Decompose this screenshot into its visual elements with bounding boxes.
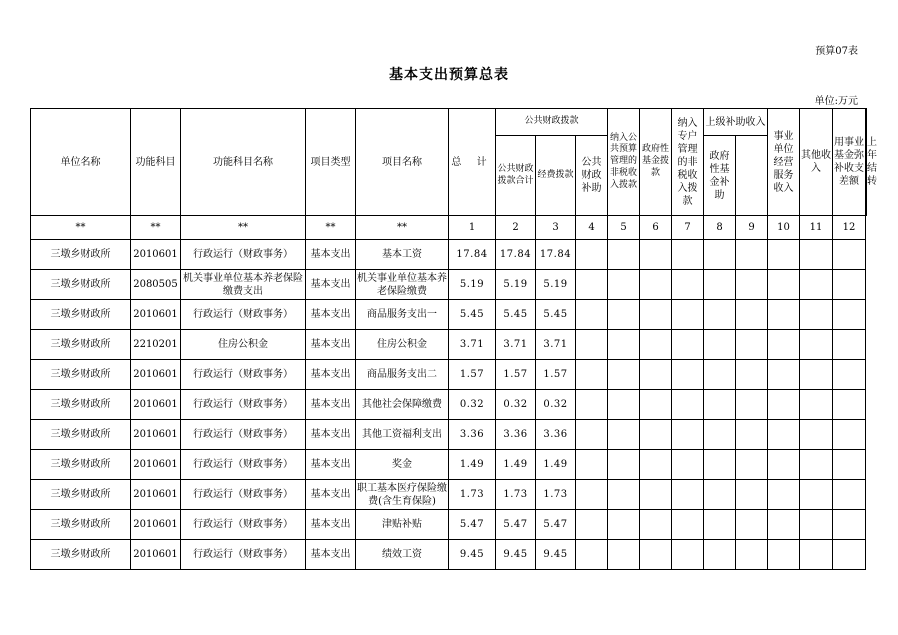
cell-func-code: 2080505 [131, 270, 181, 300]
empty-cell [704, 420, 736, 450]
empty-cell [736, 480, 768, 510]
empty-cell [640, 240, 672, 270]
empty-cell [800, 480, 833, 510]
empty-cell [576, 270, 608, 300]
cell-func-name: 行政运行（财政事务） [181, 420, 306, 450]
cell-func-code: 2010601 [131, 390, 181, 420]
table-row [31, 450, 867, 480]
table-row [31, 240, 867, 270]
column-index-cell: 5 [608, 216, 640, 240]
empty-cell [672, 420, 704, 450]
header-gov-fund: 政府性基金拨款 [640, 109, 672, 216]
cell-total: 1.49 [449, 450, 496, 480]
cell-func-name: 行政运行（财政事务） [181, 240, 306, 270]
cell-funding: 3.36 [536, 420, 576, 450]
cell-func-code: 2010601 [131, 240, 181, 270]
table-row [31, 270, 867, 300]
empty-cell [768, 450, 800, 480]
empty-cell [704, 540, 736, 570]
cell-funding: 1.49 [536, 450, 576, 480]
column-index-cell: 11 [800, 216, 833, 240]
cell-public-fiscal-total: 3.36 [496, 420, 536, 450]
empty-cell [833, 300, 866, 330]
empty-cell [800, 270, 833, 300]
empty-cell [576, 300, 608, 330]
empty-cell [800, 240, 833, 270]
cell-funding: 5.47 [536, 510, 576, 540]
cell-funding: 3.71 [536, 330, 576, 360]
cell-proj-type: 基本支出 [306, 390, 356, 420]
empty-cell [833, 240, 866, 270]
cell-public-fiscal-total: 5.45 [496, 300, 536, 330]
cell-funding: 17.84 [536, 240, 576, 270]
cell-func-name: 住房公积金 [181, 330, 306, 360]
empty-cell [640, 330, 672, 360]
table-row [31, 540, 867, 570]
cell-proj-name: 其他工资福利支出 [356, 420, 449, 450]
empty-cell [608, 300, 640, 330]
empty-cell [576, 240, 608, 270]
empty-cell [704, 450, 736, 480]
cell-func-name: 行政运行（财政事务） [181, 390, 306, 420]
empty-cell [833, 540, 866, 570]
empty-cell [640, 510, 672, 540]
header-func-code: 功能科目 [131, 109, 181, 216]
cell-total: 17.84 [449, 240, 496, 270]
cell-public-fiscal-total: 17.84 [496, 240, 536, 270]
empty-cell [704, 360, 736, 390]
cell-proj-type: 基本支出 [306, 300, 356, 330]
empty-cell [768, 240, 800, 270]
cell-proj-type: 基本支出 [306, 540, 356, 570]
cell-public-fiscal-total: 1.49 [496, 450, 536, 480]
empty-cell [672, 480, 704, 510]
column-index-cell: 8 [704, 216, 736, 240]
table-row [31, 390, 867, 420]
cell-func-name: 行政运行（财政事务） [181, 480, 306, 510]
column-index-cell: 6 [640, 216, 672, 240]
cell-total: 5.45 [449, 300, 496, 330]
empty-cell [608, 450, 640, 480]
cell-unit-name: 三墩乡财政所 [31, 270, 131, 300]
empty-cell [833, 330, 866, 360]
table-row [31, 330, 867, 360]
empty-cell [640, 270, 672, 300]
header-superior-subsidy: 上级补助收入 [704, 109, 768, 136]
cell-func-code: 2010601 [131, 540, 181, 570]
cell-func-name: 行政运行（财政事务） [181, 450, 306, 480]
cell-func-name: 机关事业单位基本养老保险缴费支出 [181, 270, 306, 300]
cell-func-code: 2010601 [131, 360, 181, 390]
cell-total: 3.71 [449, 330, 496, 360]
cell-func-code: 2210201 [131, 330, 181, 360]
cell-func-name: 行政运行（财政事务） [181, 540, 306, 570]
empty-cell [736, 300, 768, 330]
cell-proj-name: 机关事业单位基本养老保险缴费 [356, 270, 449, 300]
empty-cell [736, 240, 768, 270]
empty-cell [672, 390, 704, 420]
empty-cell [704, 240, 736, 270]
cell-public-fiscal-total: 0.32 [496, 390, 536, 420]
cell-unit-name: 三墩乡财政所 [31, 480, 131, 510]
cell-unit-name: 三墩乡财政所 [31, 450, 131, 480]
column-index-cell: 7 [672, 216, 704, 240]
header-non-tax: 纳入公共预算管理的非税收入拨款 [608, 109, 640, 216]
cell-unit-name: 三墩乡财政所 [31, 360, 131, 390]
header-reserve-fund: 用事业基金弥补收支差额 [833, 109, 866, 216]
cell-unit-name: 三墩乡财政所 [31, 240, 131, 270]
table-row [31, 360, 867, 390]
cell-public-fiscal-total: 1.73 [496, 480, 536, 510]
header-gov-fund-subsidy: 政府性基金补助 [704, 136, 736, 216]
empty-cell [833, 390, 866, 420]
column-index-row [31, 216, 867, 240]
header-other-income: 其他收入 [800, 109, 833, 216]
empty-cell [672, 510, 704, 540]
empty-cell [576, 420, 608, 450]
empty-cell [768, 330, 800, 360]
cell-proj-name: 商品服务支出一 [356, 300, 449, 330]
header-business-income: 事业单位经营服务收入 [768, 109, 800, 216]
empty-cell [672, 450, 704, 480]
empty-cell [800, 300, 833, 330]
cell-func-code: 2010601 [131, 480, 181, 510]
cell-funding: 1.57 [536, 360, 576, 390]
cell-func-name: 行政运行（财政事务） [181, 360, 306, 390]
cell-funding: 5.45 [536, 300, 576, 330]
empty-cell [672, 270, 704, 300]
column-index-cell: 12 [833, 216, 866, 240]
empty-cell [576, 390, 608, 420]
cell-total: 5.47 [449, 510, 496, 540]
empty-cell [704, 330, 736, 360]
header-proj-name: 项目名称 [356, 109, 449, 216]
cell-proj-type: 基本支出 [306, 330, 356, 360]
empty-cell [800, 510, 833, 540]
empty-cell [576, 540, 608, 570]
column-index-cell: 3 [536, 216, 576, 240]
column-index-cell: 9 [736, 216, 768, 240]
empty-cell [608, 480, 640, 510]
empty-cell [672, 240, 704, 270]
empty-cell [768, 390, 800, 420]
empty-cell [704, 510, 736, 540]
empty-cell [736, 510, 768, 540]
empty-cell [640, 360, 672, 390]
empty-cell [640, 420, 672, 450]
empty-cell [800, 390, 833, 420]
empty-cell [833, 420, 866, 450]
cell-funding: 0.32 [536, 390, 576, 420]
header-funding: 经费拨款 [536, 136, 576, 216]
cell-func-name: 行政运行（财政事务） [181, 300, 306, 330]
header-public-fiscal-subsidy: 公共财政补助 [576, 136, 608, 216]
cell-proj-type: 基本支出 [306, 360, 356, 390]
empty-cell [768, 540, 800, 570]
empty-cell [800, 540, 833, 570]
empty-cell [800, 360, 833, 390]
empty-cell [736, 450, 768, 480]
cell-unit-name: 三墩乡财政所 [31, 390, 131, 420]
cell-funding: 5.19 [536, 270, 576, 300]
cell-public-fiscal-total: 5.47 [496, 510, 536, 540]
cell-func-code: 2010601 [131, 450, 181, 480]
table-row [31, 300, 867, 330]
empty-cell [672, 540, 704, 570]
unit-label: 单位:万元 [814, 96, 858, 107]
cell-proj-type: 基本支出 [306, 480, 356, 510]
empty-cell [768, 270, 800, 300]
cell-unit-name: 三墩乡财政所 [31, 540, 131, 570]
empty-cell [608, 240, 640, 270]
empty-cell [640, 450, 672, 480]
empty-cell [640, 480, 672, 510]
cell-funding: 9.45 [536, 540, 576, 570]
empty-cell [833, 270, 866, 300]
cell-proj-name: 奖金 [356, 450, 449, 480]
empty-cell [736, 420, 768, 450]
cell-unit-name: 三墩乡财政所 [31, 300, 131, 330]
header-public-fiscal-total: 公共财政拨款合计 [496, 136, 536, 216]
cell-proj-type: 基本支出 [306, 510, 356, 540]
empty-cell [768, 360, 800, 390]
column-index-cell: ** [181, 216, 306, 240]
empty-cell [704, 390, 736, 420]
empty-cell [704, 480, 736, 510]
empty-cell [768, 510, 800, 540]
empty-cell [608, 330, 640, 360]
cell-unit-name: 三墩乡财政所 [31, 330, 131, 360]
empty-cell [704, 300, 736, 330]
empty-cell [576, 330, 608, 360]
cell-total: 9.45 [449, 540, 496, 570]
header-public-fiscal: 公共财政拨款 [496, 109, 608, 136]
cell-unit-name: 三墩乡财政所 [31, 420, 131, 450]
empty-cell [768, 420, 800, 450]
header-carryover: 上年结转 [867, 137, 878, 187]
cell-proj-name: 商品服务支出二 [356, 360, 449, 390]
cell-func-code: 2010601 [131, 510, 181, 540]
cell-proj-type: 基本支出 [306, 240, 356, 270]
empty-cell [608, 510, 640, 540]
column-index-cell: ** [31, 216, 131, 240]
cell-proj-type: 基本支出 [306, 270, 356, 300]
header-proj-type: 项目类型 [306, 109, 356, 216]
column-index-cell: 10 [768, 216, 800, 240]
cell-proj-type: 基本支出 [306, 450, 356, 480]
cell-func-code: 2010601 [131, 300, 181, 330]
empty-cell [640, 390, 672, 420]
form-number: 预算07表 [815, 46, 858, 57]
header-func-name: 功能科目名称 [181, 109, 306, 216]
budget-table [30, 108, 878, 570]
empty-cell [833, 480, 866, 510]
cell-func-name: 行政运行（财政事务） [181, 510, 306, 540]
cell-public-fiscal-total: 5.19 [496, 270, 536, 300]
empty-cell [576, 480, 608, 510]
empty-cell [640, 540, 672, 570]
cell-proj-type: 基本支出 [306, 420, 356, 450]
empty-cell [672, 360, 704, 390]
empty-cell [672, 330, 704, 360]
cell-public-fiscal-total: 3.71 [496, 330, 536, 360]
empty-cell [800, 420, 833, 450]
empty-cell [640, 300, 672, 330]
cell-proj-name: 基本工资 [356, 240, 449, 270]
cell-proj-name: 住房公积金 [356, 330, 449, 360]
empty-cell [736, 540, 768, 570]
column-index-cell: ** [356, 216, 449, 240]
header-total: 总 计 [449, 109, 496, 216]
cell-public-fiscal-total: 1.57 [496, 360, 536, 390]
empty-cell [608, 390, 640, 420]
cell-total: 1.57 [449, 360, 496, 390]
cell-unit-name: 三墩乡财政所 [31, 510, 131, 540]
empty-cell [833, 360, 866, 390]
empty-cell [576, 360, 608, 390]
empty-cell [608, 540, 640, 570]
empty-cell [768, 480, 800, 510]
cell-funding: 1.73 [536, 480, 576, 510]
empty-cell [768, 300, 800, 330]
header-special-mgmt: 纳入专户管理的非税收入拨款 [672, 109, 704, 216]
empty-cell [736, 330, 768, 360]
empty-cell [608, 360, 640, 390]
column-index-cell: 4 [576, 216, 608, 240]
header-unit-name: 单位名称 [31, 109, 131, 216]
cell-total: 1.73 [449, 480, 496, 510]
empty-cell [608, 420, 640, 450]
empty-cell [800, 330, 833, 360]
empty-cell [704, 270, 736, 300]
empty-cell [608, 270, 640, 300]
empty-cell [576, 450, 608, 480]
cell-proj-name: 其他社会保障缴费 [356, 390, 449, 420]
table-row [31, 420, 867, 450]
cell-proj-name: 职工基本医疗保险缴费(含生育保险) [356, 480, 449, 510]
cell-total: 0.32 [449, 390, 496, 420]
empty-cell [800, 450, 833, 480]
empty-cell [736, 270, 768, 300]
column-index-cell: 2 [496, 216, 536, 240]
cell-proj-name: 津贴补贴 [356, 510, 449, 540]
cell-total: 3.36 [449, 420, 496, 450]
cell-proj-name: 绩效工资 [356, 540, 449, 570]
column-index-cell: ** [131, 216, 181, 240]
column-index-cell: 1 [449, 216, 496, 240]
empty-cell [833, 510, 866, 540]
cell-public-fiscal-total: 9.45 [496, 540, 536, 570]
empty-cell [833, 450, 866, 480]
column-index-cell: ** [306, 216, 356, 240]
empty-cell [672, 300, 704, 330]
page-title: 基本支出预算总表 [389, 67, 509, 83]
empty-cell [576, 510, 608, 540]
cell-func-code: 2010601 [131, 420, 181, 450]
empty-cell [736, 390, 768, 420]
table-row [31, 480, 867, 510]
cell-total: 5.19 [449, 270, 496, 300]
table-row [31, 510, 867, 540]
empty-cell [736, 360, 768, 390]
